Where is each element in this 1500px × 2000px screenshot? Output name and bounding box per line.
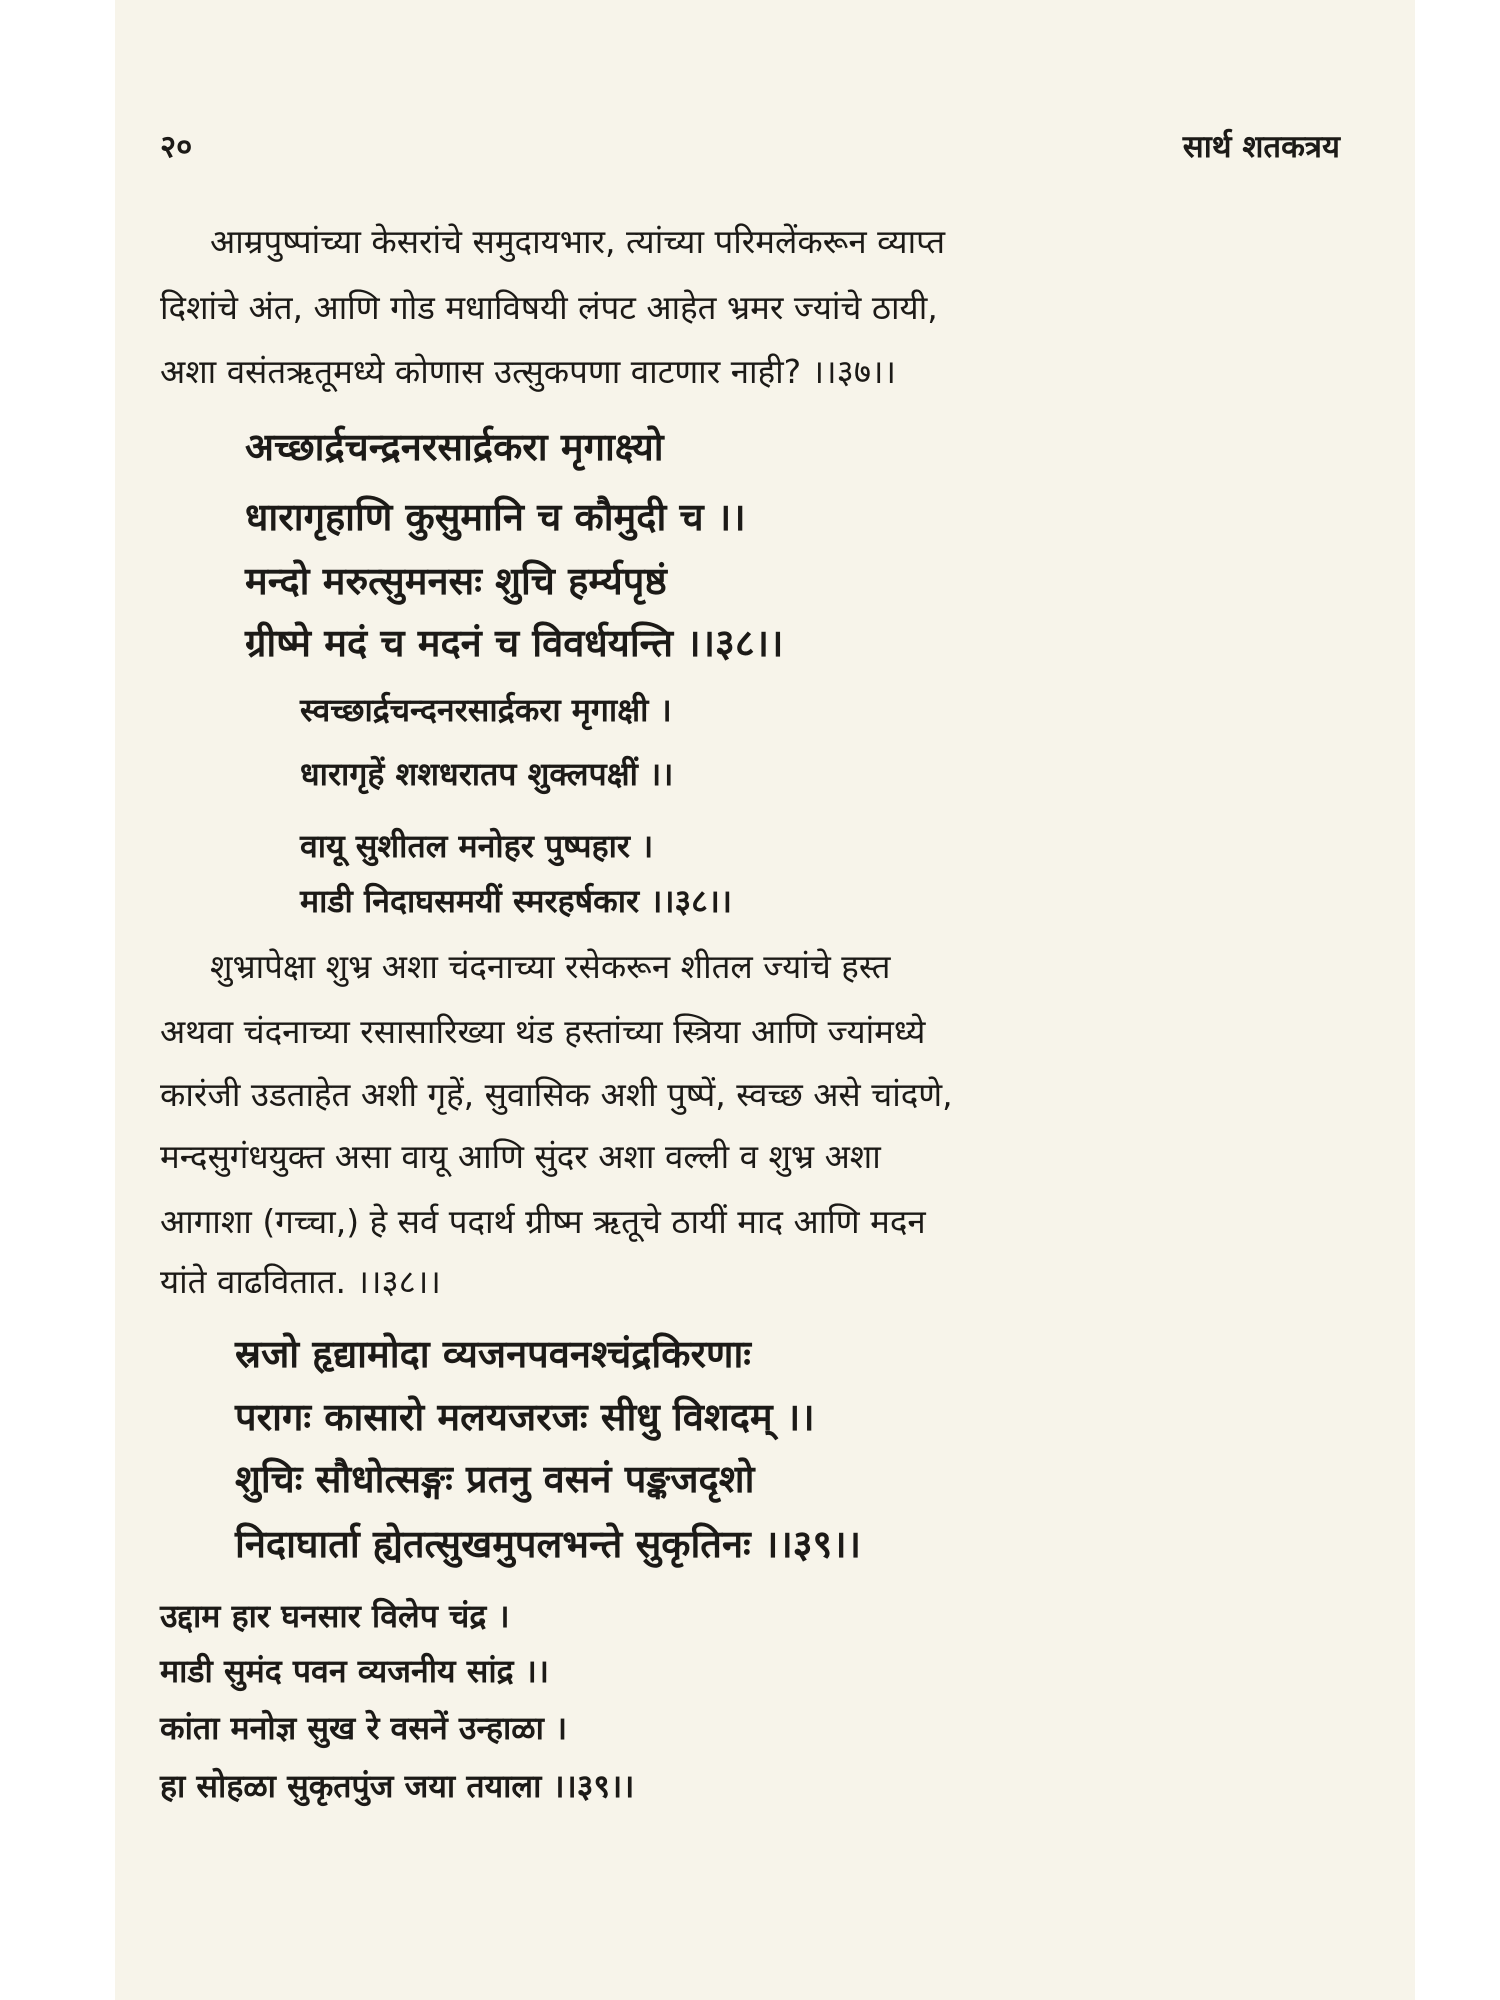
para38-line-2: अथवा चंदनाच्या रसासारिख्या थंड हस्तांच्या स्त्रिया आणि ज्यांमध्ये xyxy=(160,1012,926,1051)
para38-line-6: यांते वाढवितात. ।।३८।। xyxy=(160,1262,441,1301)
para38-line-4: मन्दसुगंधयुक्त असा वायू आणि सुंदर अशा वल्ली व शुभ्र अशा xyxy=(160,1137,881,1176)
verse38-line-3: मन्दो मरुत्सुमनसः शुचि हर्म्यपृष्ठं xyxy=(245,559,667,603)
verse39-line-1: स्रजो हृद्यामोदा व्यजनपवनश्चंद्रकिरणाः xyxy=(235,1332,751,1376)
marathi39-line-2: माडी सुमंद पवन व्यजनीय सांद्र ।। xyxy=(160,1652,550,1690)
marathi39-line-4: हा सोहळा सुकृतपुंज जया तयाला ।।३९।। xyxy=(160,1767,635,1805)
verse39-line-3: शुचिः सौधोत्सङ्गः प्रतनु वसनं पङ्कजदृशो xyxy=(235,1457,755,1501)
verse38-line-2: धारागृहाणि कुसुमानि च कौमुदी च ।। xyxy=(245,495,746,539)
para37-line-3: अशा वसंतऋतूमध्ये कोणास उत्सुकपणा वाटणार नाही? ।।३७।। xyxy=(160,352,896,391)
page-header xyxy=(160,125,1340,175)
verse39-line-2: परागः कासारो मलयजरजः सीधु विशदम् ।। xyxy=(235,1395,815,1439)
page-number: २० xyxy=(160,129,193,165)
para38-line-3: कारंजी उडताहेत अशी गृहें, सुवासिक अशी पुष्पें, स्वच्छ असे चांदणे, xyxy=(160,1075,953,1114)
verse38-line-1: अच्छार्द्रचन्द्रनरसार्द्रकरा मृगाक्ष्यो xyxy=(245,425,664,469)
verse38-line-4: ग्रीष्मे मदं च मदनं च विवर्धयन्ति ।।३८।। xyxy=(245,621,784,665)
marathi38-line-4: माडी निदाघसमयीं स्मरहर्षकार ।।३८।। xyxy=(300,882,733,920)
para37-line-1: आम्रपुष्पांच्या केसरांचे समुदायभार, त्यांच्या परिमलेंकरून व्याप्त xyxy=(210,222,946,261)
para38-line-5: आगाशा (गच्चा,) हे सर्व पदार्थ ग्रीष्म ऋतूचे ठायीं माद आणि मदन xyxy=(160,1202,926,1241)
marathi38-line-2: धारागृहें शशधरातप शुक्लपक्षीं ।। xyxy=(300,755,674,793)
marathi39-line-3: कांता मनोज्ञ सुख रे वसनें उन्हाळा । xyxy=(160,1709,568,1747)
para37-line-2: दिशांचे अंत, आणि गोड मधाविषयी लंपट आहेत भ्रमर ज्यांचे ठायी, xyxy=(160,288,938,327)
marathi38-line-1: स्वच्छार्द्रचन्दनरसार्द्रकरा मृगाक्षी । xyxy=(300,691,672,729)
para38-line-1: शुभ्रापेक्षा शुभ्र अशा चंदनाच्या रसेकरून शीतल ज्यांचे हस्त xyxy=(210,947,891,986)
running-title: सार्थ शतकत्रय xyxy=(1182,129,1340,165)
marathi38-line-3: वायू सुशीतल मनोहर पुष्पहार । xyxy=(300,827,654,865)
marathi39-line-1: उद्दाम हार घनसार विलेप चंद्र । xyxy=(160,1597,510,1635)
verse39-line-4: निदाघार्ता ह्येतत्सुखमुपलभन्ते सुकृतिनः ।।३९।। xyxy=(235,1522,862,1566)
